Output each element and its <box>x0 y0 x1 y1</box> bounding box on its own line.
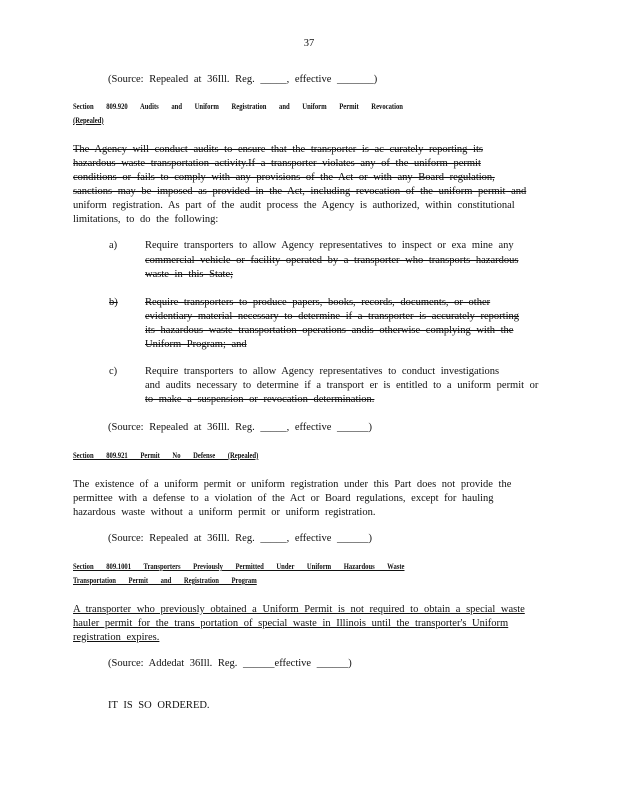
item-b-line: Require transporters to produce papers, books, records, documents, or other <box>145 297 491 308</box>
section-920-para-line: uniform registration. As part of the audit process the Agency is authorized, within constitutional <box>73 200 515 211</box>
item-b-line: Uniform Program; and <box>145 339 247 350</box>
source-note-1: (Source: Repealed at 36Ill. Reg. _____, effective _______) <box>108 74 378 85</box>
section-1001-para-line: registration expires. <box>73 632 160 643</box>
section-921-para-line: permittee with a defense to a violation of the Act or Board regulations, except for hauling <box>73 493 494 504</box>
section-920-para-line: sanctions may be imposed as provided in the Act, including revocation of the uniform permit and <box>73 186 527 197</box>
item-a-line: Require transporters to allow Agency representatives to inspect or exa mine any <box>145 240 514 251</box>
section-920-heading: Section 809.920 Audits and Uniform Registration and Uniform Permit Revocation <box>73 101 403 111</box>
section-1001-heading: Section 809.1001 Transporters Previously Permitted Under Uniform Hazardous Waste <box>73 561 405 571</box>
section-920-para-line: The Agency will conduct audits to ensure that the transporter is ac curately reporting its <box>73 144 483 155</box>
source-note-4: (Source: Addedat 36Ill. Reg. ______effective ______) <box>108 658 352 669</box>
item-c-line: Require transporters to allow Agency representatives to conduct investigations <box>145 366 500 377</box>
item-c-label: c) <box>109 366 118 377</box>
section-1001-heading-line2: Transportation Permit and Registration Program <box>73 575 257 585</box>
section-921-para-line: The existence of a uniform permit or uniform registration under this Part does not provide the <box>73 479 512 490</box>
item-b-line: its hazardous waste transportation operations andis otherwise complying with the <box>145 325 514 336</box>
item-a-line: waste in this State; <box>145 269 234 280</box>
closing-order: IT IS SO ORDERED. <box>108 700 210 711</box>
section-920-para-line: limitations, to do the following: <box>73 214 219 225</box>
section-920-heading-repealed: (Repealed) <box>73 115 104 125</box>
source-note-2: (Source: Repealed at 36Ill. Reg. _____, effective ______) <box>108 422 372 433</box>
page-number: 37 <box>303 38 315 49</box>
item-c-line: and audits necessary to determine if a transport er is entitled to a uniform permit or <box>145 380 539 391</box>
section-1001-para-line: hauler permit for the trans portation of special waste in Illinois until the transporter's Uniform <box>73 618 509 629</box>
section-920-para-line: hazardous waste transportation activity.If a transporter violates any of the uniform permit <box>73 158 481 169</box>
section-1001-para-line: A transporter who previously obtained a Uniform Permit is not required to obtain a special waste <box>73 604 525 615</box>
source-note-3: (Source: Repealed at 36Ill. Reg. _____, effective ______) <box>108 533 372 544</box>
item-b-label: b) <box>109 297 118 308</box>
section-920-para-line: conditions or fails to comply with any provisions of the Act or with any Board regulation, <box>73 172 495 183</box>
section-921-para-line: hazardous waste without a uniform permit or uniform registration. <box>73 507 376 518</box>
item-c-line: to make a suspension or revocation determination. <box>145 394 375 405</box>
item-a-line: commercial vehicle or facility operated by a transporter who transports hazardous <box>145 255 519 266</box>
section-921-heading: Section 809.921 Permit No Defense (Repealed) <box>73 450 259 460</box>
item-a-label: a) <box>109 240 118 251</box>
item-b-line: evidentiary material necessary to determine if a transporter is accurately reporting <box>145 311 520 322</box>
